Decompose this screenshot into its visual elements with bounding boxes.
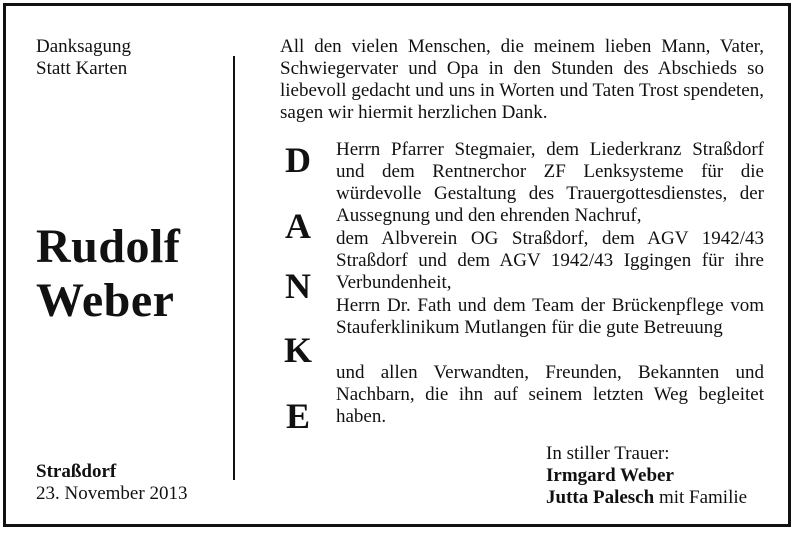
vertical-divider [233,56,235,480]
header-title: Danksagung [36,36,131,57]
deceased-name [36,220,180,328]
deceased-last-name: Weber [36,274,175,327]
header-subtitle: Statt Karten [36,58,128,79]
place-date-block [36,461,187,505]
signature-intro: In stiller Trauer: [546,443,670,464]
place-name: Straßdorf [36,461,117,482]
thanks-paragraph-care: Herrn Dr. Fath und dem Team der Brückenpflege vom Stauferklinikum Mutlangen für die gute Betreuung [336,295,764,338]
thanks-paragraph-family: und allen Verwandten, Freunden, Bekannten und Nachbarn, die ihn auf seinem letzten Weg begleitet haben. [336,362,764,427]
danke-letter-d: D [285,140,311,180]
signature-block [546,443,747,509]
header-block [36,36,131,80]
danke-letter-k: K [283,330,312,370]
signature-name-2: Jutta Palesch mit Familie [546,487,748,508]
signature-name-1: Irmgard Weber [546,465,674,486]
danke-letter-n: N [285,266,311,306]
obituary-card [3,3,791,527]
thanks-paragraph-clubs: dem Albverein OG Straßdorf, dem AGV 1942/43 Straßdorf und dem AGV 1942/43 Iggingen für ihre Verbundenheit, [336,228,764,293]
intro-paragraph: All den vielen Menschen, die meinem lieben Mann, Vater, Schwiegervater und Opa in den Stunden des Abschieds so liebevoll gedacht und uns in Worten und Taten Trost spendeten, sagen wir hiermit herzlichen Dank. [280,36,764,123]
danke-letter-a: A [285,206,311,246]
danke-letter-e: E [285,396,310,436]
notice-date: 23. November 2013 [36,483,188,504]
thanks-paragraph-pastor: Herrn Pfarrer Stegmaier, dem Liederkranz Straßdorf und dem Rentnerchor ZF Lenksysteme für die würdevolle Gestaltung des Trauergottesdienstes, der Aussegnung und den ehrenden Nachruf, [336,139,764,226]
deceased-first-name: Rudolf [36,220,181,273]
